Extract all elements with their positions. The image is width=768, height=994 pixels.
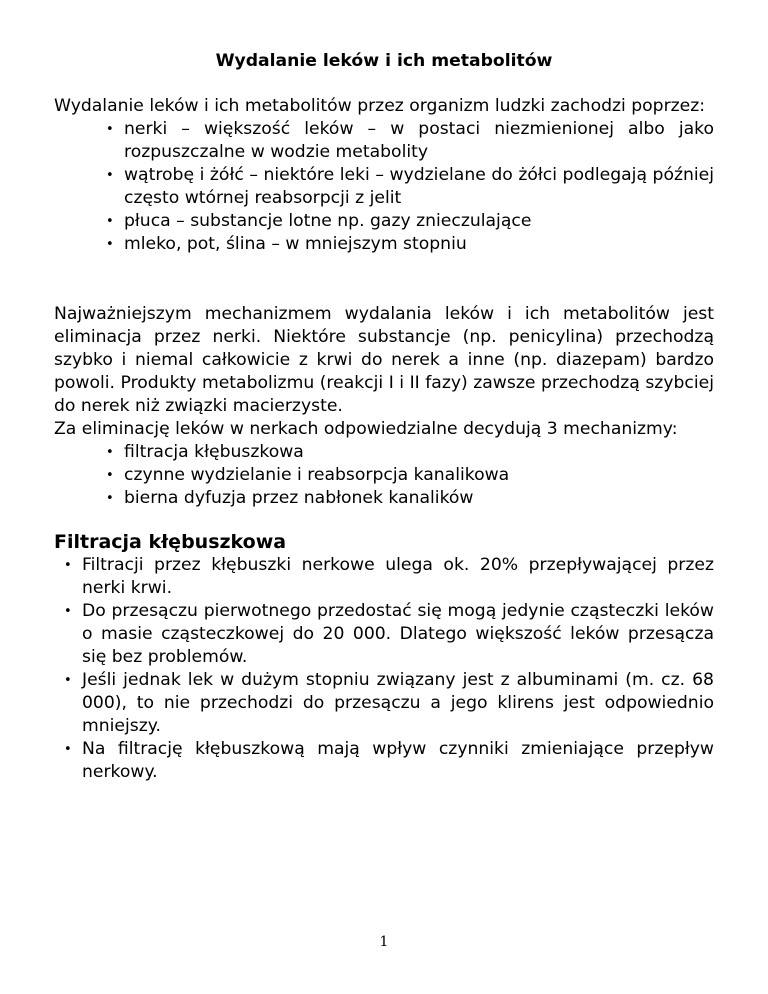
list-item: • Filtracji przez kłębuszki nerkowe ulega ok. 20% przepływającej przez nerki krwi.	[82, 554, 714, 600]
list-item: • czynne wydzielanie i reabsorpcja kanalikowa	[124, 464, 714, 487]
list-item: • Do przesączu pierwotnego przedostać się mogą jedynie cząsteczki leków o masie cząsteczkowej do 20 000. Dlatego większość leków przesącza się bez problemów.	[82, 600, 714, 669]
list-item: • filtracja kłębuszkowa	[124, 441, 714, 464]
list-item: • bierna dyfuzja przez nabłonek kanalików	[124, 487, 714, 510]
mechanisms-section	[54, 303, 714, 510]
mechanisms-lead: Za eliminację leków w nerkach odpowiedzialne decydują 3 mechanizmy:	[54, 419, 678, 439]
list-item: • płuca – substancje lotne np. gazy znieczulające	[124, 210, 714, 233]
page-number: 1	[379, 934, 389, 950]
mechanisms-list	[124, 441, 714, 510]
list-item: • Na filtrację kłębuszkową mają wpływ czynniki zmieniające przepływ nerkowy.	[82, 738, 714, 784]
section-heading: Filtracja kłębuszkowa	[54, 531, 287, 553]
intro-section	[54, 95, 714, 256]
filtration-section	[54, 530, 714, 784]
list-item: • mleko, pot, ślina – w mniejszym stopniu	[124, 233, 714, 256]
list-item: • wątrobę i żółć – niektóre leki – wydzielane do żółci podlegają później często wtórnej reabsorpcji z jelit	[124, 164, 714, 210]
excretion-routes-list	[124, 118, 714, 256]
intro-lead: Wydalanie leków i ich metabolitów przez organizm ludzki zachodzi poprzez:	[54, 96, 706, 116]
document-title: Wydalanie leków i ich metabolitów	[215, 51, 553, 71]
mechanisms-paragraph: Najważniejszym mechanizmem wydalania leków i ich metabolitów jest eliminacja przez nerki. Niektóre substancje (np. penicylina) przechodzą szybko i niemal całkowicie z krwi do nerek a inne (np. diazepam) bardzo powoli. Produkty metabolizmu (reakcji I i II fazy) zawsze przechodzą szybciej do nerek niż związki macierzyste.	[54, 304, 714, 416]
filtration-list	[82, 554, 714, 784]
list-item: • nerki – większość leków – w postaci niezmienionej albo jako rozpuszczalne w wodzie metabolity	[124, 118, 714, 164]
list-item: • Jeśli jednak lek w dużym stopniu związany jest z albuminami (m. cz. 68 000), to nie przechodzi do przesączu a jego klirens jest odpowiednio mniejszy.	[82, 669, 714, 738]
